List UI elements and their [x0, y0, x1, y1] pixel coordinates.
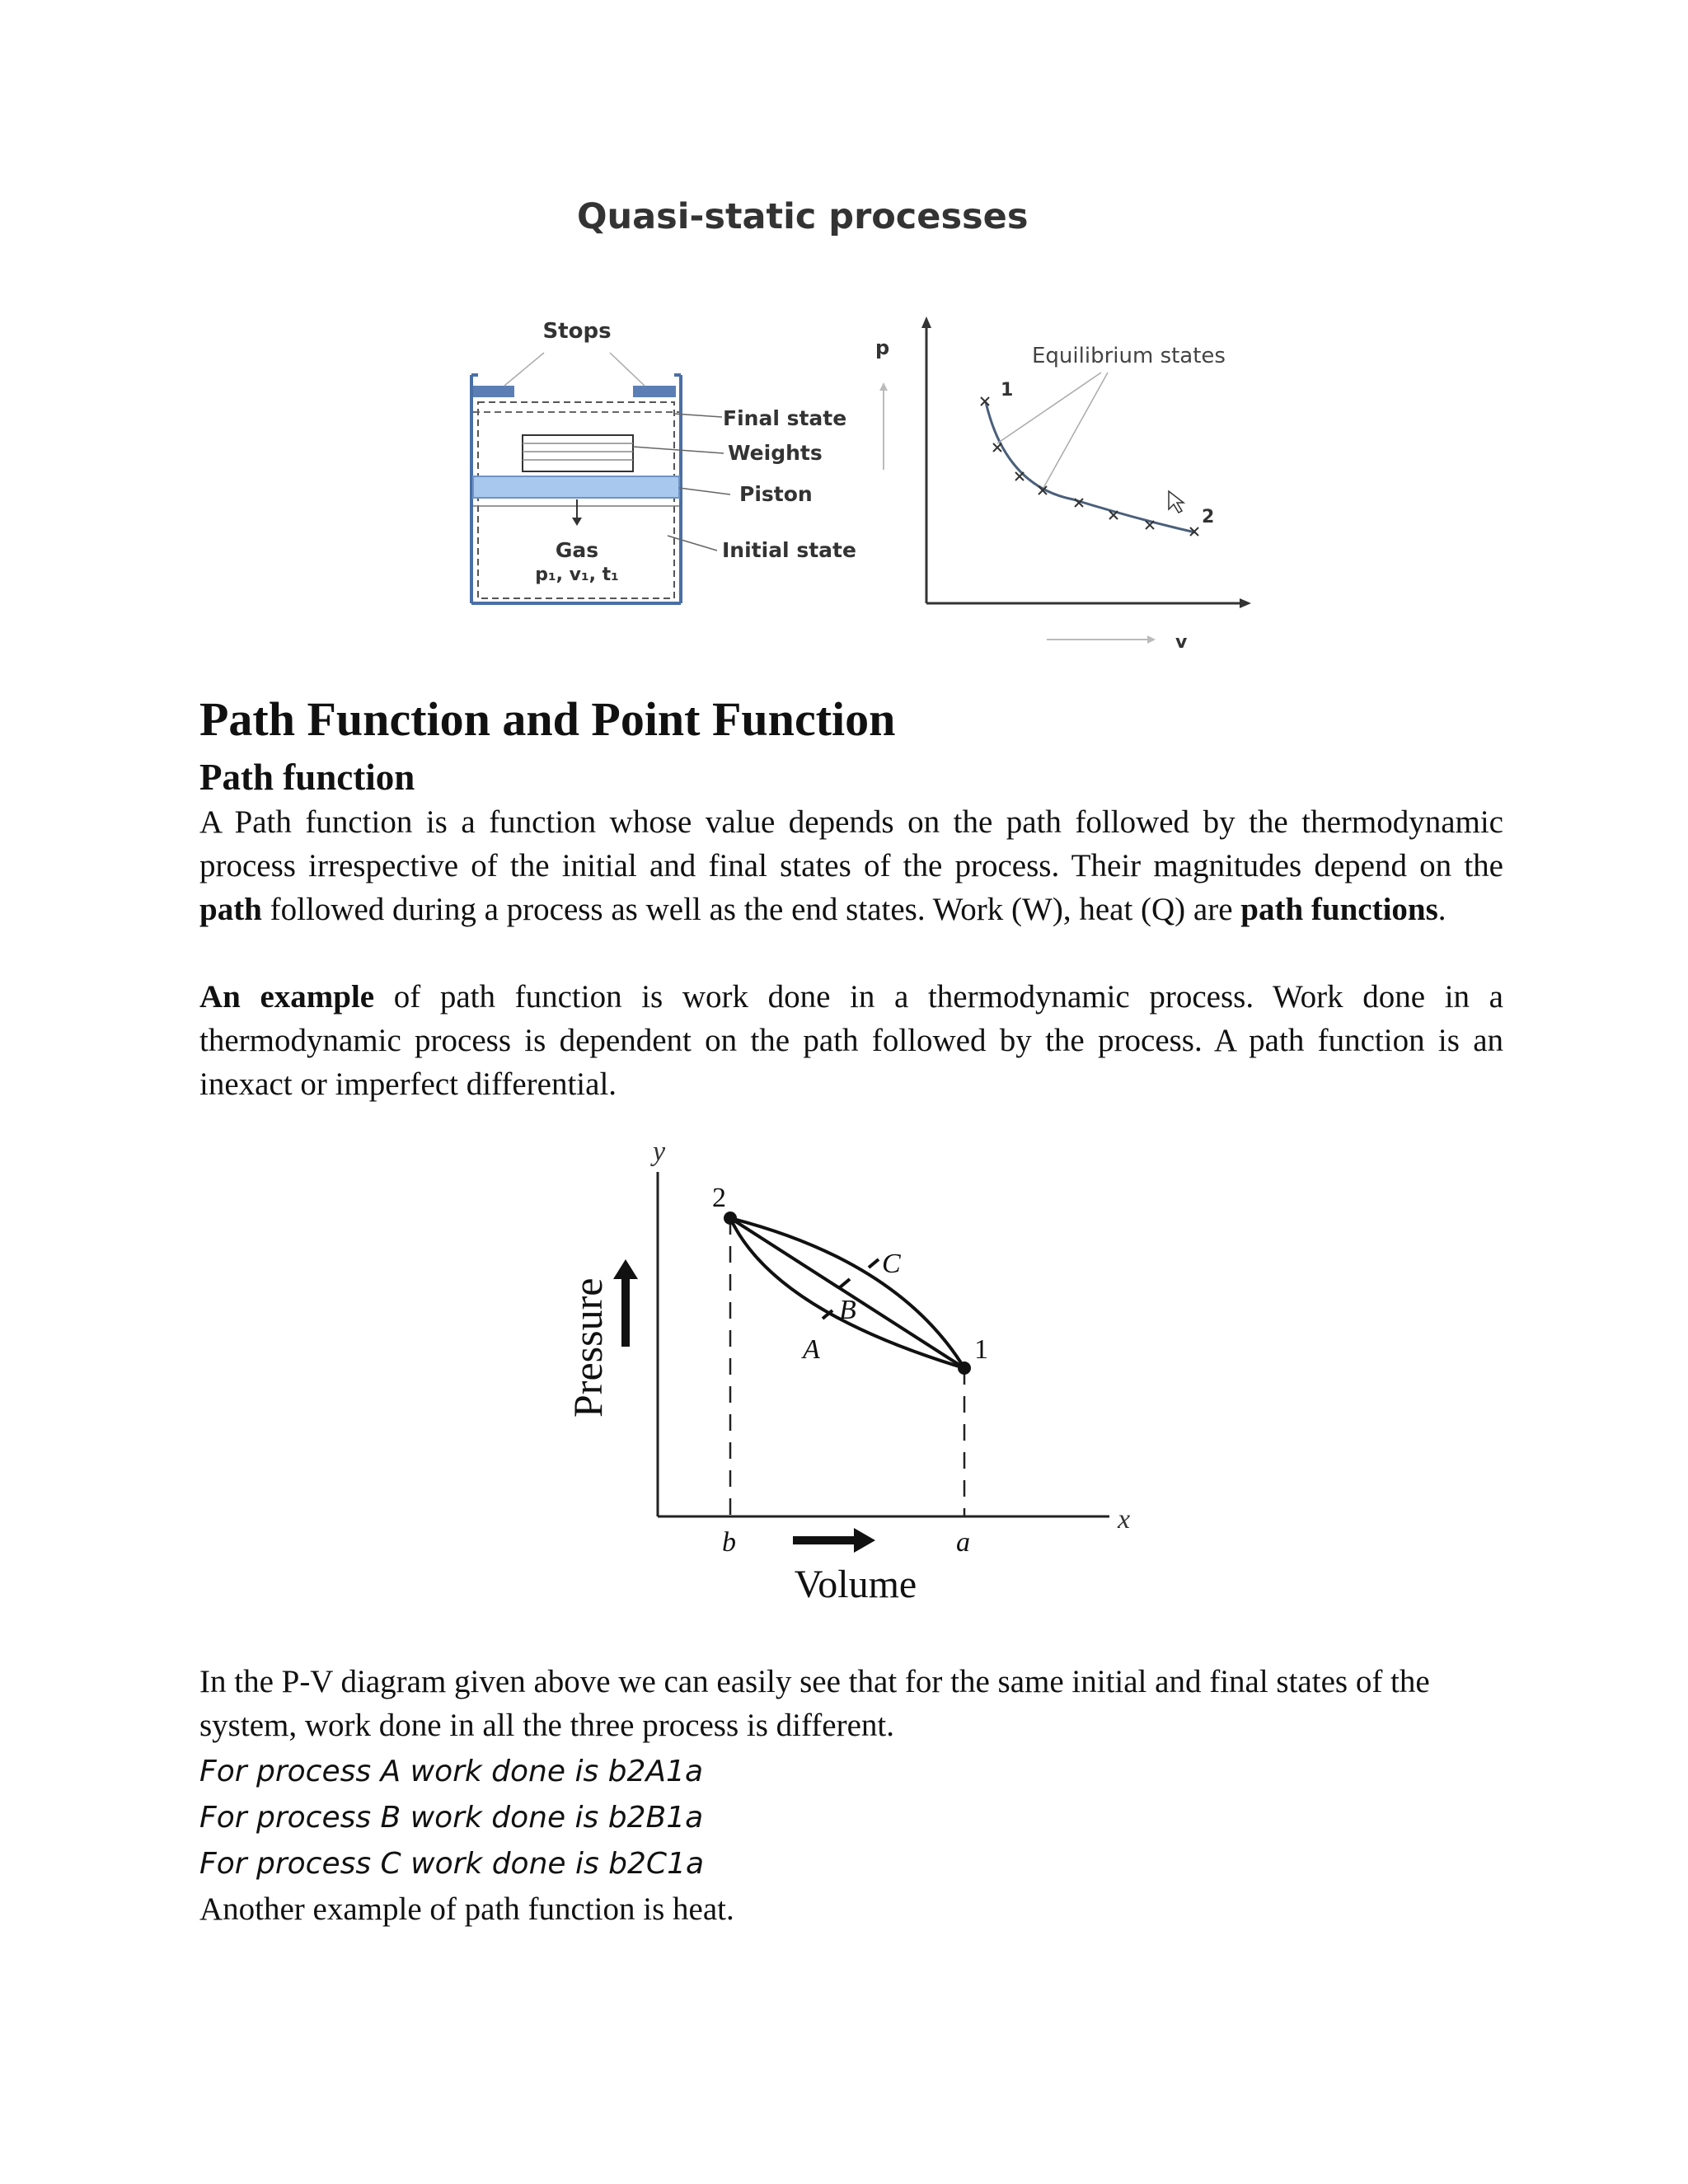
pressure-label: Pressure: [565, 1277, 611, 1418]
piston: [473, 476, 679, 498]
volume-arrow-icon: [854, 1528, 875, 1553]
stop-right: [633, 386, 676, 397]
point-1-label: 1: [974, 1334, 988, 1365]
paragraph-heat: Another example of path function is heat.: [199, 1891, 734, 1927]
label-final-state: Final state: [723, 406, 847, 430]
p1-bold-path-functions: path functions: [1240, 892, 1438, 927]
p1-text-3: .: [1437, 892, 1447, 927]
point-2: [724, 1212, 737, 1225]
pressure-arrow-icon: [613, 1259, 638, 1279]
label-weights: Weights: [728, 441, 823, 465]
label-gas: Gas: [555, 538, 599, 562]
pv-p-label: p: [875, 336, 890, 359]
process-a-line: For process A work done is b2A1a: [199, 1755, 704, 1788]
pv-state-2: 2: [1202, 507, 1215, 527]
section-heading: Path Function and Point Function: [199, 692, 896, 746]
weights: [523, 435, 633, 471]
label-gas-props: p₁, v₁, t₁: [535, 565, 619, 585]
pv-state-1: 1: [1001, 380, 1014, 401]
process-b-line-text: For process B work done is b2B1a: [199, 1801, 704, 1835]
piston-cylinder-diagram: [445, 305, 857, 610]
point-1: [958, 1361, 971, 1375]
label-a: A: [803, 1334, 820, 1365]
volume-label: Volume: [794, 1563, 917, 1606]
label-initial-state: Initial state: [722, 538, 856, 562]
tick-a-label: a: [956, 1527, 970, 1558]
label-piston: Piston: [739, 482, 813, 506]
process-c-line-text: For process C work done is b2C1a: [199, 1847, 705, 1881]
p1-text-1: A Path function is a function whose value depends on the path followed by the thermodynamic process irrespective of the initial and final states of the process. Their magnitudes depend on the: [199, 804, 1503, 883]
p1-text-2: followed during a process as well as the end states. Work (W), heat (Q) are: [261, 892, 1241, 927]
label-b: B: [839, 1295, 856, 1325]
path-function-pv-diagram: [552, 1121, 1179, 1615]
pv-v-label: v: [1175, 632, 1188, 653]
process-b-line: [730, 1218, 964, 1368]
p1-bold-path: path: [199, 892, 262, 927]
label-equilibrium-states: Equilibrium states: [1032, 344, 1226, 368]
p2-bold-example: An example: [199, 979, 375, 1015]
y-axis-label: y: [653, 1137, 666, 1167]
paragraph-pv-explanation: In the P-V diagram given above we can easily see that for the same initial and final states of the system, work done in all the three process is different.: [199, 1664, 1430, 1743]
paragraph-example: [199, 975, 1503, 1106]
equilibrium-curve: [986, 402, 1195, 532]
figure1-title: Quasi-static processes: [577, 196, 1029, 237]
x-axis-label: x: [1118, 1504, 1131, 1535]
paragraph-path-function-definition: [199, 800, 1503, 931]
stop-left: [471, 386, 514, 397]
label-stops: Stops: [542, 319, 612, 344]
quasi-static-pv-diagram: [857, 305, 1269, 659]
equilibrium-markers: [981, 397, 1198, 536]
cursor-icon: [1169, 491, 1184, 513]
label-c: C: [882, 1249, 901, 1279]
p2-text: of path function is work done in a thermodynamic process. Work done in a thermodynamic process is dependent on the path followed by the process. A path function is an inexact or imperfect differential.: [199, 979, 1503, 1102]
section-subheading: Path function: [199, 757, 415, 798]
tick-b-label: b: [722, 1527, 736, 1558]
point-2-label: 2: [712, 1183, 726, 1213]
